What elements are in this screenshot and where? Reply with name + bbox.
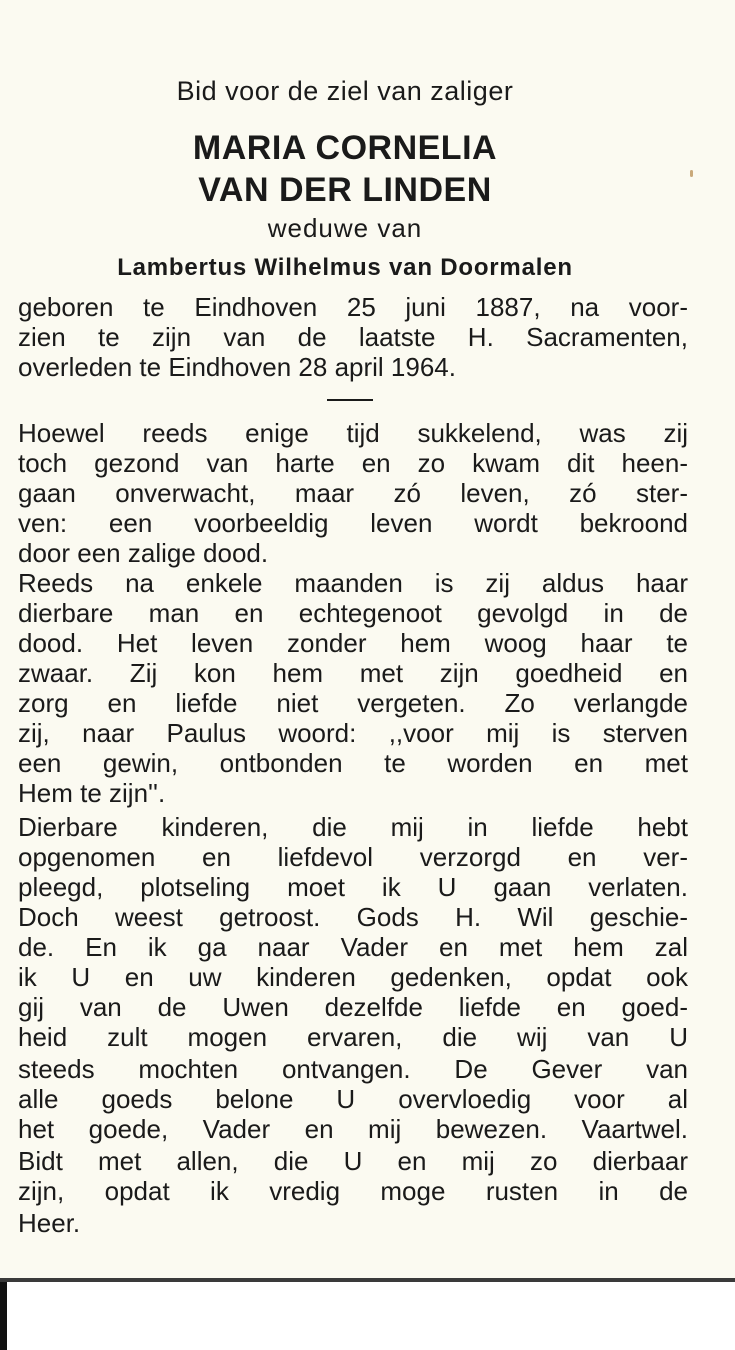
section-divider — [327, 399, 373, 401]
husband-name: Lambertus Wilhelmus van Doormalen — [117, 254, 573, 281]
card-bottom-edge — [0, 1278, 735, 1282]
text-line: gaan onverwacht, maar zó leven, zó ster- — [18, 478, 688, 508]
text-line: zwaar. Zij kon hem met zijn goedheid en — [18, 658, 688, 688]
deceased-name-line-1: MARIA CORNELIA — [192, 129, 498, 167]
text-line: zijn, opdat ik vredig moge rusten in de — [18, 1176, 688, 1206]
text-line: dierbare man en echtegenoot gevolgd in de — [18, 598, 688, 628]
text-line: heid zult mogen ervaren, die wij van U — [18, 1022, 688, 1052]
scan-border-bar — [0, 1282, 7, 1350]
text-line: alle goeds belone U overvloedig voor al — [18, 1084, 688, 1114]
text-line: toch gezond van harte en zo kwam dit heen- — [18, 448, 688, 478]
text-line: de. En ik ga naar Vader en met hem zal — [18, 932, 688, 962]
text-line: Dierbare kinderen, die mij in liefde hebt — [18, 812, 688, 842]
prayer-intro: Bid voor de ziel van zaliger — [176, 76, 514, 106]
dates-line: geboren te Eindhoven 25 juni 1887, na voor- — [18, 292, 688, 322]
dates-line: zien te zijn van de laatste H. Sacramenten, — [18, 322, 688, 352]
text-line: Doch weest getroost. Gods H. Wil geschie- — [18, 902, 688, 932]
text-line: Hoewel reeds enige tijd sukkelend, was zij — [18, 418, 688, 448]
text-line: ven: een voorbeeldig leven wordt bekroond — [18, 508, 688, 538]
text-line: zorg en liefde niet vergeten. Zo verlangde — [18, 688, 688, 718]
paper-speck — [690, 170, 693, 177]
text-line: Hem te zijn''. — [18, 778, 166, 808]
text-line: het goede, Vader en mij bewezen. Vaartwel. — [18, 1114, 688, 1144]
text-line: door een zalige dood. — [18, 538, 269, 568]
text-line: gij van de Uwen dezelfde liefde en goed- — [18, 992, 688, 1022]
text-line: steeds mochten ontvangen. De Gever van — [18, 1054, 688, 1084]
text-line: ik U en uw kinderen gedenken, opdat ook — [18, 962, 688, 992]
deceased-name-line-2: VAN DER LINDEN — [198, 171, 492, 209]
text-line: dood. Het leven zonder hem woog haar te — [18, 628, 688, 658]
text-line: pleegd, plotseling moet ik U gaan verlaten. — [18, 872, 688, 902]
text-line: Reeds na enkele maanden is zij aldus haar — [18, 568, 688, 598]
text-line: Heer. — [18, 1208, 81, 1238]
text-line: Bidt met allen, die U en mij zo dierbaar — [18, 1146, 688, 1176]
dates-line: overleden te Eindhoven 28 april 1964. — [18, 352, 456, 382]
text-line: een gewin, ontbonden te worden en met — [18, 748, 688, 778]
text-line: opgenomen en liefdevol verzorgd en ver- — [18, 842, 688, 872]
widow-of-label: weduwe van — [267, 213, 423, 243]
text-line: zij, naar Paulus woord: ,,voor mij is sterven — [18, 718, 688, 748]
